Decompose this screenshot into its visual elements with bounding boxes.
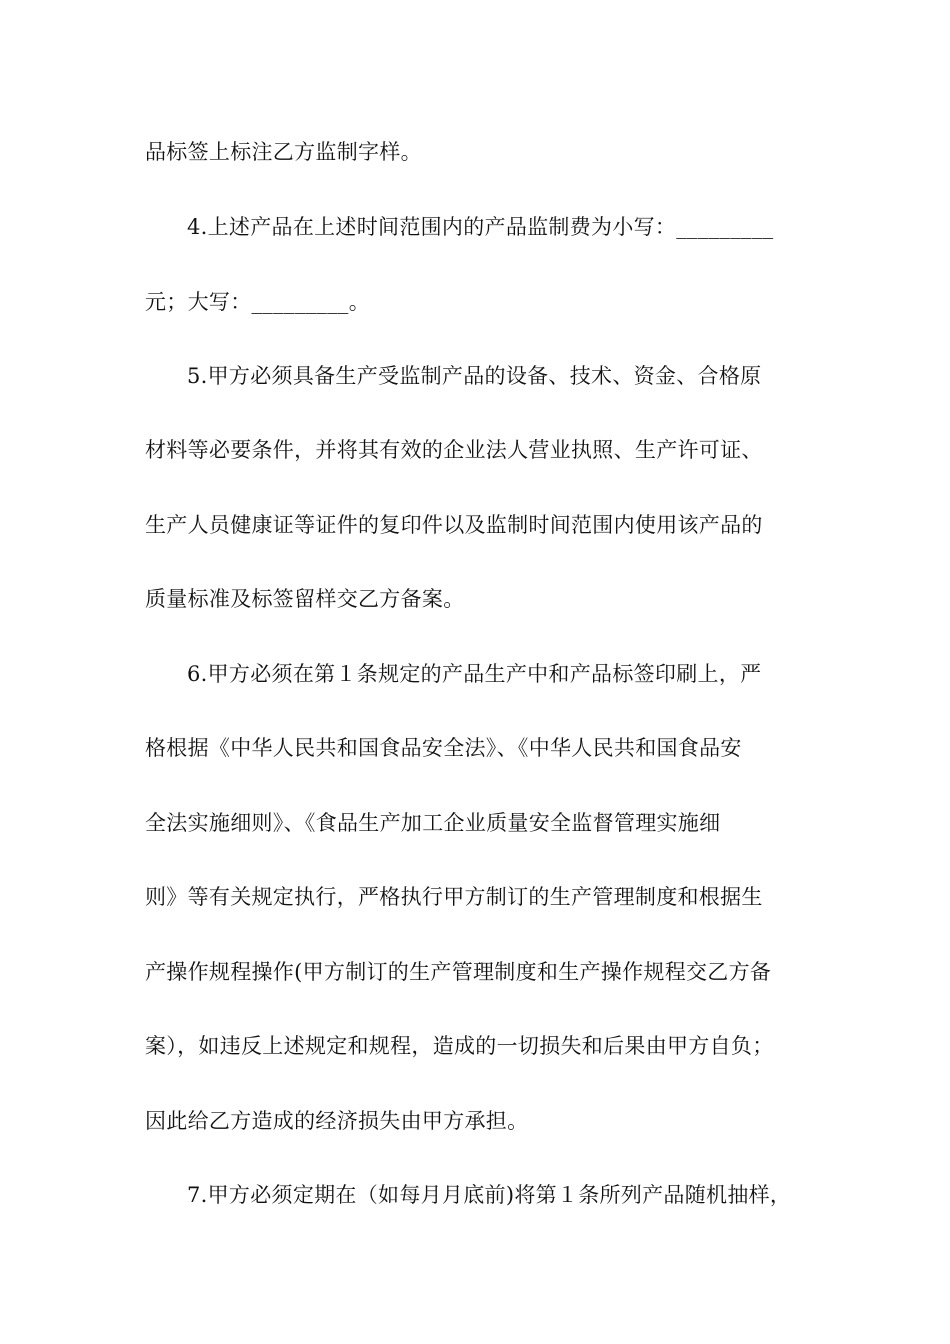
text-line: 因此给乙方造成的经济损失由甲方承担。 [145,1109,529,1133]
text-line: 5.甲方必须具备生产受监制产品的设备、技术、资金、合格原 [187,364,762,388]
text-line: 全法实施细则》、《食品生产加工企业质量安全监督管理实施细 [145,811,721,835]
text-line: 4.上述产品在上述时间范围内的产品监制费为小写：_________ [187,215,774,239]
text-line: 则》等有关规定执行，严格执行甲方制订的生产管理制度和根据生 [145,885,763,909]
text-line: 元；大写：_________。 [145,290,370,314]
text-line: 案），如违反上述规定和规程，造成的一切损失和后果由甲方自负； [145,1034,774,1058]
text-line: 格根据《中华人民共和国食品安全法》、《中华人民共和国食品安 [145,736,742,760]
text-line: 6.甲方必须在第１条规定的产品生产中和产品标签印刷上，严 [187,662,762,686]
text-line: 生产人员健康证等证件的复印件以及监制时间范围内使用该产品的 [145,513,763,537]
text-line: 7.甲方必须定期在（如每月月底前)将第１条所列产品随机抽样， [187,1183,792,1207]
text-line: 材料等必要条件，并将其有效的企业法人营业执照、生产许可证、 [145,438,763,462]
text-line: 品标签上标注乙方监制字样。 [145,140,422,164]
text-line: 质量标准及标签留样交乙方备案。 [145,587,465,611]
text-line: 产操作规程操作(甲方制订的生产管理制度和生产操作规程交乙方备 [145,960,772,984]
